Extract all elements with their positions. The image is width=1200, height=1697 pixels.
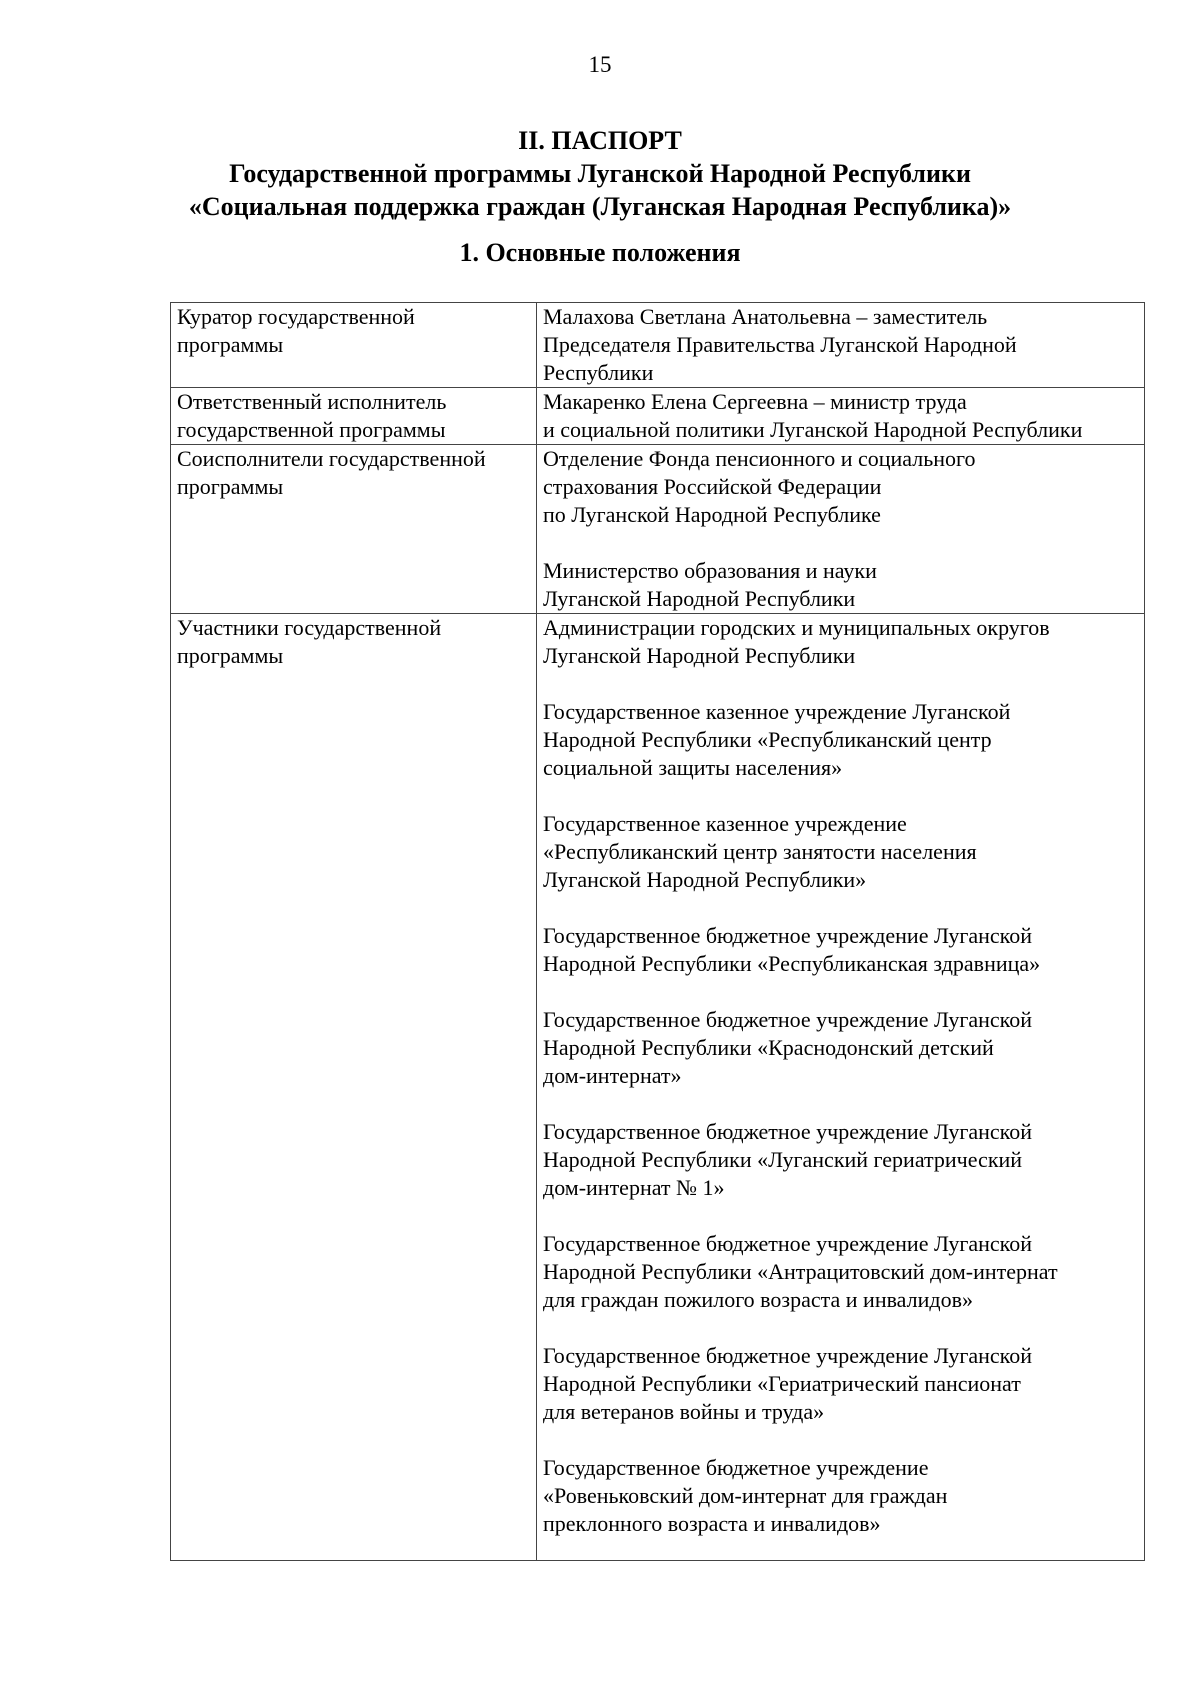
passport-table: [170, 302, 1145, 1561]
value-paragraph: [543, 445, 1138, 529]
value-paragraph: [543, 1006, 1138, 1090]
table-row-curator: [171, 303, 1145, 388]
value-line: Государственное бюджетное учреждение Луганской: [543, 1007, 1033, 1032]
row-label-line: Соисполнители государственной: [177, 446, 486, 471]
value-line: Макаренко Елена Сергеевна – министр труда: [543, 389, 967, 414]
row-value-cell: [537, 303, 1145, 388]
value-line: Луганской Народной Республики»: [543, 867, 867, 892]
value-paragraph: [543, 1454, 1138, 1538]
value-line: для граждан пожилого возраста и инвалидов»: [543, 1287, 973, 1312]
value-line: социальной защиты населения»: [543, 755, 843, 780]
table-row-participants: [171, 614, 1145, 1561]
value-line: «Республиканский центр занятости населения: [543, 839, 977, 864]
row-value-cell: [537, 614, 1145, 1561]
passport-table-body: [171, 303, 1145, 1561]
value-line: Государственное казенное учреждение Луганской: [543, 699, 1011, 724]
title-line-2: Государственной программы Луганской Народной Республики: [229, 159, 971, 188]
row-label-line: программы: [177, 332, 284, 357]
value-line: Народной Республики «Краснодонский детский: [543, 1035, 994, 1060]
value-line: Народной Республики «Республиканская здравница»: [543, 951, 1041, 976]
value-line: Отделение Фонда пенсионного и социального: [543, 446, 976, 471]
value-line: Министерство образования и науки: [543, 558, 877, 583]
row-label-line: программы: [177, 643, 284, 668]
value-paragraph: [543, 922, 1138, 978]
value-paragraph: [543, 614, 1138, 670]
value-paragraph: [543, 557, 1138, 613]
row-label-line: Ответственный исполнитель: [177, 389, 447, 414]
value-paragraph: [543, 1342, 1138, 1426]
value-paragraph: [543, 1118, 1138, 1202]
row-label-cell: [171, 445, 537, 614]
value-line: Государственное бюджетное учреждение: [543, 1455, 929, 1480]
document-title: [0, 124, 1200, 223]
row-label-line: государственной программы: [177, 417, 446, 442]
value-line: Республики: [543, 360, 654, 385]
value-line: Луганской Народной Республики: [543, 586, 856, 611]
value-line: Администрации городских и муниципальных округов: [543, 615, 1050, 640]
row-label-line: программы: [177, 474, 284, 499]
row-label-line: Участники государственной: [177, 615, 442, 640]
row-label-line: Куратор государственной: [177, 304, 415, 329]
value-paragraph: [543, 1230, 1138, 1314]
row-value-cell: [537, 388, 1145, 445]
section-heading: 1. Основные положения: [459, 238, 741, 267]
row-label-cell: [171, 388, 537, 445]
value-paragraph: [543, 810, 1138, 894]
value-line: «Ровеньковский дом-интернат для граждан: [543, 1483, 948, 1508]
table-row-co-executors: [171, 445, 1145, 614]
value-line: для ветеранов войны и труда»: [543, 1399, 825, 1424]
value-line: Народной Республики «Луганский гериатрический: [543, 1147, 1023, 1172]
value-paragraph: [543, 698, 1138, 782]
value-line: Народной Республики «Республиканский центр: [543, 727, 992, 752]
value-line: страхования Российской Федерации: [543, 474, 882, 499]
value-line: Государственное бюджетное учреждение Луганской: [543, 1119, 1033, 1144]
table-row-responsible-executor: [171, 388, 1145, 445]
value-paragraph: [543, 388, 1138, 444]
value-line: Народной Республики «Гериатрический пансионат: [543, 1371, 1021, 1396]
value-line: дом-интернат»: [543, 1063, 682, 1088]
value-line: Народной Республики «Антрацитовский дом-интернат: [543, 1259, 1058, 1284]
value-line: Малахова Светлана Анатольевна – заместитель: [543, 304, 988, 329]
value-line: по Луганской Народной Республике: [543, 502, 881, 527]
title-line-1: II. ПАСПОРТ: [518, 126, 682, 155]
value-line: и социальной политики Луганской Народной Республики: [543, 417, 1083, 442]
value-line: преклонного возраста и инвалидов»: [543, 1511, 881, 1536]
value-paragraph: [543, 303, 1138, 387]
value-line: Государственное бюджетное учреждение Луганской: [543, 1343, 1033, 1368]
title-line-3: «Социальная поддержка граждан (Луганская Народная Республика)»: [188, 192, 1012, 221]
row-value-cell: [537, 445, 1145, 614]
row-label-cell: [171, 614, 537, 1561]
page-number: 15: [588, 52, 612, 77]
value-line: Председателя Правительства Луганской Народной: [543, 332, 1017, 357]
row-label-cell: [171, 303, 537, 388]
value-line: Государственное бюджетное учреждение Луганской: [543, 1231, 1033, 1256]
value-line: Государственное бюджетное учреждение Луганской: [543, 923, 1033, 948]
value-line: Государственное казенное учреждение: [543, 811, 907, 836]
value-line: дом-интернат № 1»: [543, 1175, 725, 1200]
value-line: Луганской Народной Республики: [543, 643, 856, 668]
